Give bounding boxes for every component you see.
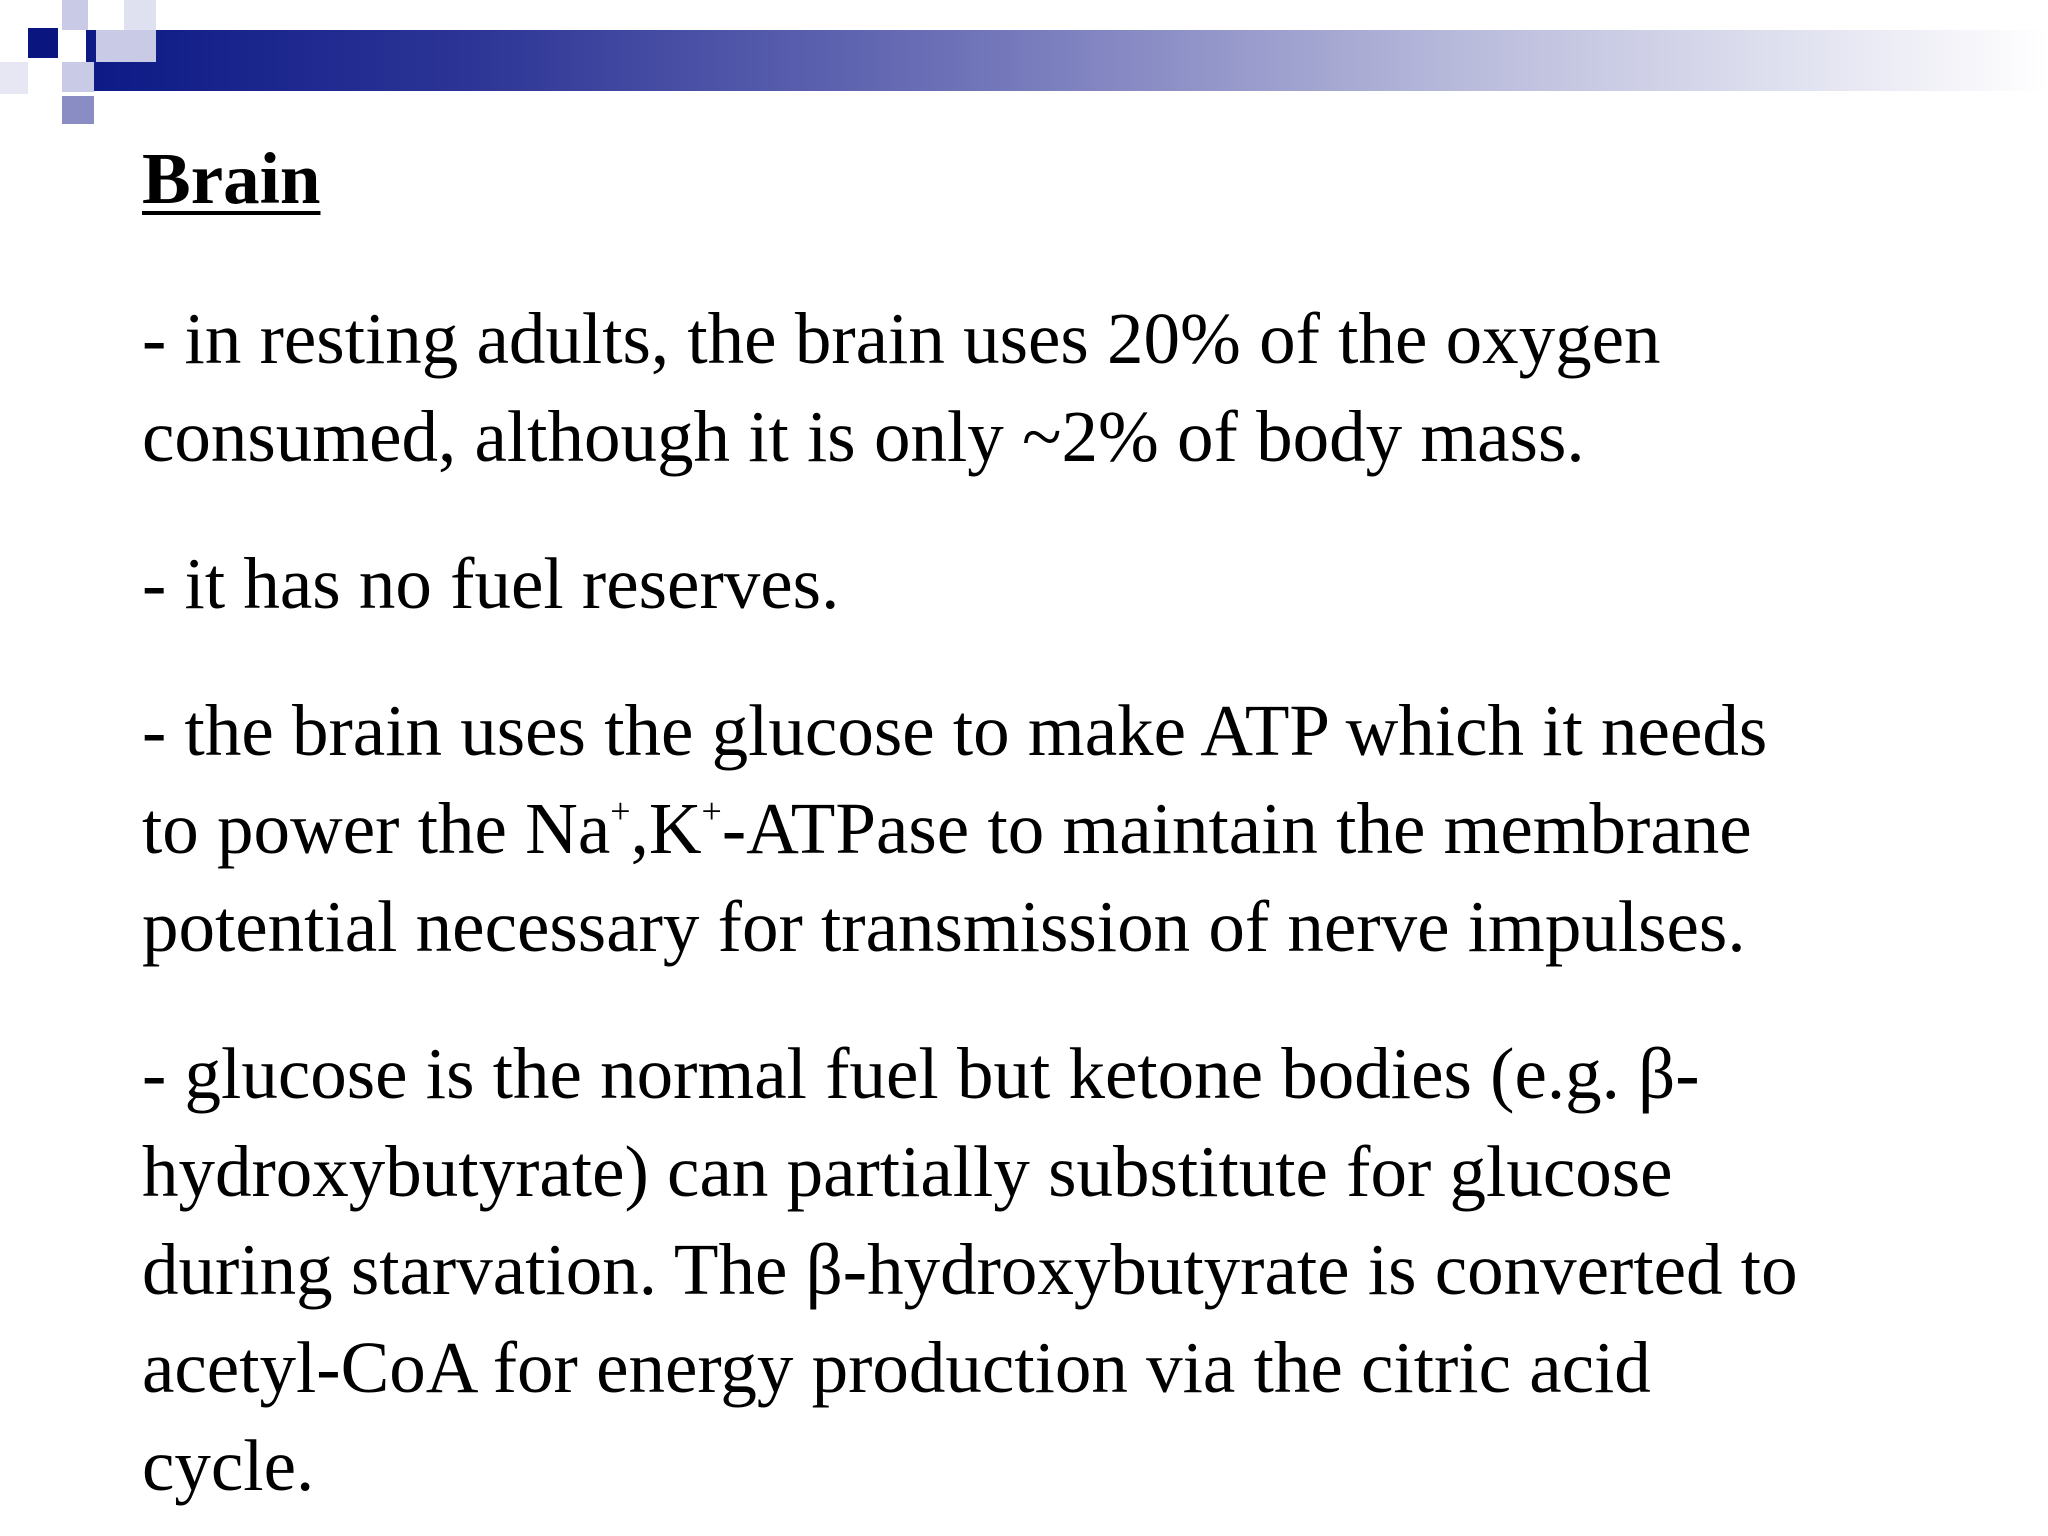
bullet-line: potential necessary for transmission of nerve impulses. bbox=[142, 886, 1746, 967]
text-segment: to power the Na bbox=[142, 788, 611, 869]
bullet-line: cycle. bbox=[142, 1425, 315, 1506]
bullet-ketone-bodies bbox=[142, 1025, 2022, 1515]
decor-square bbox=[96, 30, 156, 62]
bullet-line bbox=[142, 780, 2022, 878]
decor-square bbox=[124, 0, 156, 30]
superscript-plus: + bbox=[701, 791, 722, 831]
bullet-line: - glucose is the normal fuel but ketone bodies (e.g. β- bbox=[142, 1033, 1700, 1114]
decor-square bbox=[62, 96, 94, 124]
decor-square-dark bbox=[28, 28, 58, 58]
slide-title: Brain bbox=[142, 138, 321, 219]
bullet-line: hydroxybutyrate) can partially substitute for glucose bbox=[142, 1131, 1673, 1212]
decor-square bbox=[62, 0, 88, 30]
bullet-line: - in resting adults, the brain uses 20% of the oxygen bbox=[142, 298, 1661, 379]
bullet-oxygen-use bbox=[142, 290, 2022, 486]
bullet-line: - the brain uses the glucose to make ATP which it needs bbox=[142, 690, 1768, 771]
bullet-line: - it has no fuel reserves. bbox=[142, 543, 840, 624]
text-segment: ,K bbox=[630, 788, 702, 869]
bullet-glucose-atp bbox=[142, 682, 2022, 976]
text-segment: -ATPase to maintain the membrane bbox=[721, 788, 1752, 869]
decor-square bbox=[62, 62, 94, 92]
superscript-plus: + bbox=[610, 791, 631, 831]
bullet-fuel-reserves bbox=[142, 535, 2022, 633]
decor-square bbox=[0, 62, 28, 94]
bullet-line: acetyl-CoA for energy production via the citric acid bbox=[142, 1327, 1651, 1408]
bullet-line: consumed, although it is only ~2% of body mass. bbox=[142, 396, 1585, 477]
header-gradient-bar bbox=[86, 30, 2048, 91]
bullet-line: during starvation. The β-hydroxybutyrate is converted to bbox=[142, 1229, 1798, 1310]
